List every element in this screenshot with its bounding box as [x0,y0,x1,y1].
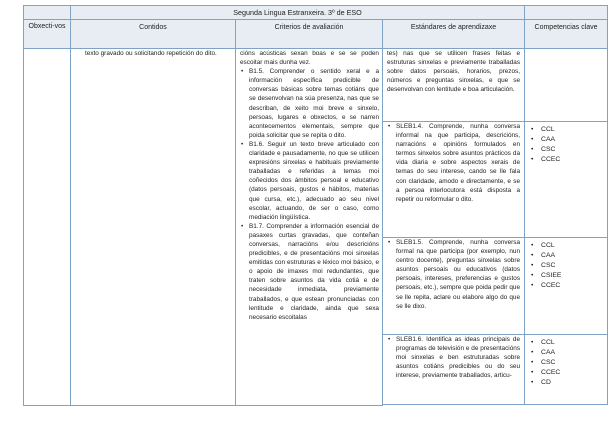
title-row [24,6,608,20]
competence-label: CSC [541,262,556,269]
criteria-item [240,140,379,222]
competence-label: CCEC [541,369,561,376]
title-blank-cell [24,6,71,20]
competence-label: CCEC [541,282,561,289]
bullet-icon: • [531,136,534,143]
bullet-icon: • [388,123,391,130]
competence-item [531,155,607,165]
objectives-cell [24,49,71,406]
header-objectives: Obxecti-vos [24,20,71,49]
competences-cell [525,335,608,405]
bullet-icon: • [531,379,534,386]
bullet-icon: • [388,336,391,343]
curriculum-page [23,5,607,406]
competence-item [531,338,607,348]
competence-item [531,348,607,358]
competence-label: CD [541,379,551,386]
standard-text: SLEB1.5. Comprende, nunha conversa formal na que participa (por exemplo, nun centro docente), preguntas sinxelas sobre asuntos persoais ou educativos (datos persoais, intereses, preferencias e gustos persoais, etc.), sempre que poida pedir que se lle repita, aclare ou elabore algo do que se lle dixo. [396,239,521,310]
bullet-icon: • [388,239,391,246]
bullet-icon: • [531,252,534,259]
competence-item [531,251,607,261]
header-contents: Contidos [71,20,236,49]
competence-item [531,281,607,291]
competence-list [525,238,607,291]
header-row [24,20,608,49]
competence-list [525,335,607,388]
competence-item [531,135,607,145]
table-row [24,49,608,122]
curriculum-table [23,5,608,406]
competence-label: CSC [541,146,556,153]
standards-cell [383,238,525,335]
contents-cell [71,49,236,406]
standards-intro: tes) nas que se utilicen frases feitas e estruturas sinxelas e previamente traballadas sobre datos persoais, horarios, prezos, números e preguntas sinxelas, e que se desenvolvan con lentitude e boa articulación. [387,50,521,94]
criteria-text: B1.6. Seguir un texto breve articulado con claridade e pausadamente, no que se utilicen expresións sinxelas e habituais previamente traballadas e referidas a temas moi coñecidos dos ámbitos persoal e educativo (datos persoais, gustos e hábitos, materias que cursa, etc.), adecuado ao seu nivel escolar, actuando, de ser o caso, como mediación lingüística. [249,140,379,221]
competence-item [531,271,607,281]
criteria-text: B1.7. Comprender a información esencial de pasaxes curtas gravadas, que conteñan conversas, narracións e/ou descricións predicibles, e de presentacións moi sinxelas emitidas con estruturas e léxico moi básico, e o apoio de imaxes moi redundantes, que traten sobre asuntos da vida cotiá e de necesidade inmediata, previamente traballados, e que estean pronunciadas con lentitude e claridade, ainda que sexa necesario escoitalas [249,222,379,321]
competence-label: CAA [541,252,556,259]
criteria-text: B1.5. Comprender o sentido xeral e a información específica predicible de conversas básicas sobre temas cotiáns que se desenvolvan na súa presenza, nas que se describan, de xeito moi breve e sinxelo, persoas, lugares e obxectos, e se narren acontecementos elementais, sempre que poida solicitar que se repita o dito. [249,68,379,139]
bullet-icon: • [531,359,534,366]
criteria-intro: cións acústicas sexan boas e se se poden escoitar mais dunha vez. [240,50,379,67]
standard-text: SLEB1.6. Identifica as ideas principais de programas de televisión e de presentacións moi sinxelas e ben estruturadas sobre asuntos cotiáns predicibles ou do seu interese, previamente traballados, articu- [396,336,521,380]
competence-label: CCEC [541,156,561,163]
competence-label: CCL [541,339,555,346]
header-criteria: Criterios de avaliación [236,20,383,49]
competences-cell [525,122,608,238]
bullet-icon: • [241,222,244,230]
competences-cell [525,405,608,406]
competence-item [531,378,607,388]
competence-label: CAA [541,136,556,143]
bullet-icon: • [241,140,244,148]
competences-cell [525,49,608,122]
bullet-icon: • [531,369,534,376]
bullet-icon: • [531,282,534,289]
bullet-icon: • [531,156,534,163]
bullet-icon: • [241,68,244,76]
criteria-item [240,67,379,140]
table-title: Segunda Lingua Estranxeira. 3º de ESO [71,6,525,20]
bullet-icon: • [531,146,534,153]
standards-cell [383,122,525,238]
standard-item [387,335,520,380]
bullet-icon: • [531,339,534,346]
competence-label: CCL [541,126,555,133]
standard-text: SLEB1.4. Comprende, nunha conversa informal na que participa, descricións, narracións e opinións formulados en termos sinxelos sobre asuntos prácticos da vida diaria e sobre aspectos xerais de temas do seu interese, cando se lle fala con claridade, amodo e directamente, e se a persoa interlocutora está disposta a repetir ou reformular o dito. [396,123,521,203]
criteria-item [240,222,379,322]
competence-label: CSIEE [541,272,562,279]
competence-label: CAA [541,349,556,356]
bullet-icon: • [531,272,534,279]
competence-label: CCL [541,242,555,249]
contents-text: texto gravado ou solicitando repetición do dito. [85,50,217,57]
competence-label: CSC [541,359,556,366]
title-blank-cell [525,6,608,20]
criteria-cell [236,49,383,406]
competence-item [531,358,607,368]
competence-item [531,261,607,271]
bullet-icon: • [531,242,534,249]
competence-item [531,368,607,378]
bullet-icon: • [531,349,534,356]
competence-item [531,241,607,251]
competence-list [525,122,607,165]
header-competences: Competencias clave [525,20,608,49]
standards-cell [383,49,525,122]
standard-item [387,122,520,204]
bullet-icon: • [531,262,534,269]
bullet-icon: • [531,126,534,133]
competence-item [531,125,607,135]
header-standards: Estándares de aprendizaxe [383,20,525,49]
standards-cell [383,405,525,406]
competence-item [531,145,607,155]
competences-cell [525,238,608,335]
standard-item [387,238,520,311]
standards-cell [383,335,525,405]
